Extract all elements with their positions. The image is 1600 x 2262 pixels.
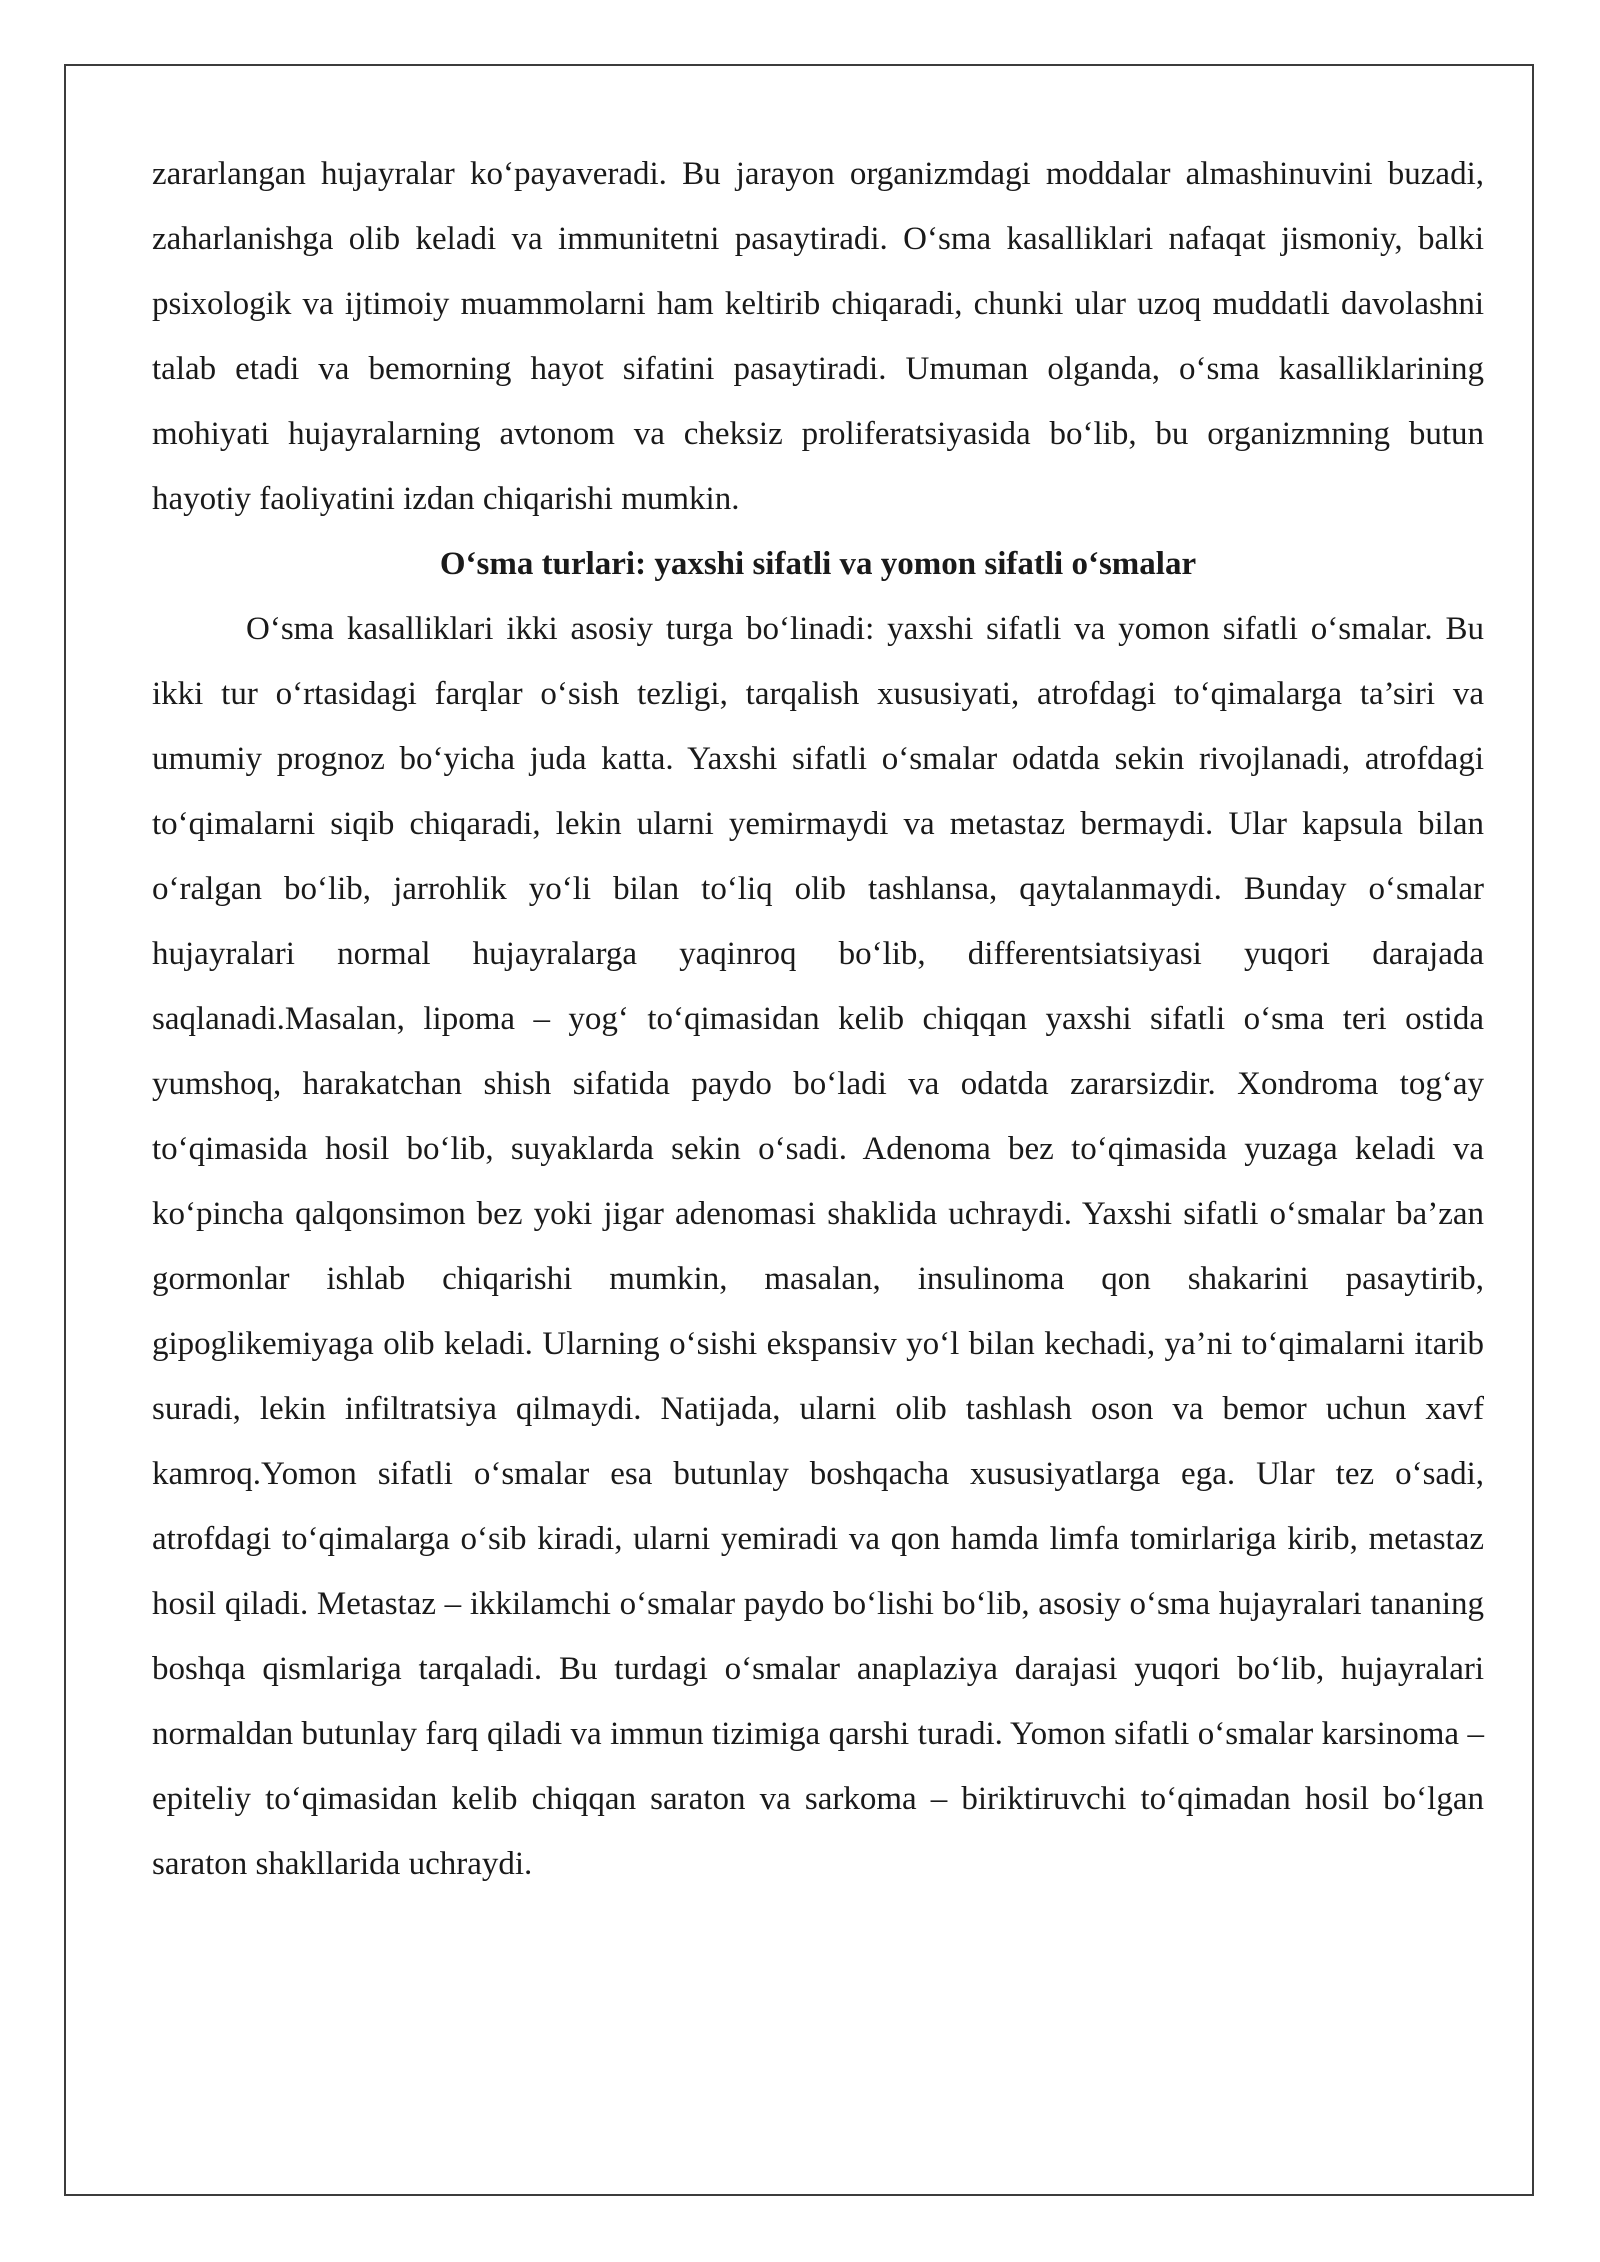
- document-body: [152, 142, 1484, 1897]
- section-heading: O‘sma turlari: yaxshi sifatli va yomon sifatli o‘smalar: [439, 546, 1197, 582]
- paragraph-continuation: zararlangan hujayralar ko‘payaveradi. Bu jarayon organizmdagi moddalar almashinuvini buzadi, zaharlanishga olib keladi va immunitetni pasaytiradi. O‘sma kasalliklari nafaqat jismoniy, balki psixologik va ijtimoiy muammolarni ham keltirib chiqaradi, chunki ular uzoq muddatli davolashni talab etadi va bemorning hayot sifatini pasaytiradi. Umuman olganda, o‘sma kasalliklarining mohiyati hujayralarning avtonom va cheksiz proliferatsiyasida bo‘lib, bu organizmning butun hayotiy faoliyatini izdan chiqarishi mumkin.: [152, 156, 1484, 517]
- paragraph-tumor-types: O‘sma kasalliklari ikki asosiy turga bo‘linadi: yaxshi sifatli va yomon sifatli o‘smalar. Bu ikki tur o‘rtasidagi farqlar o‘sish tezligi, tarqalish xususiyati, atrofdagi to‘qimalarga ta’siri va umumiy prognoz bo‘yicha juda katta. Yaxshi sifatli o‘smalar odatda sekin rivojlanadi, atrofdagi to‘qimalarni siqib chiqaradi, lekin ularni yemirmaydi va metastaz bermaydi. Ular kapsula bilan o‘ralgan bo‘lib, jarrohlik yo‘li bilan to‘liq olib tashlansa, qaytalanmaydi. Bunday o‘smalar hujayralari normal hujayralarga yaqinroq bo‘lib, differentsiatsiyasi yuqori darajada saqlanadi.Masalan, lipoma – yog‘ to‘qimasidan kelib chiqqan yaxshi sifatli o‘sma teri ostida yumshoq, harakatchan shish sifatida paydo bo‘ladi va odatda zararsizdir. Xondroma tog‘ay to‘qimasida hosil bo‘lib, suyaklarda sekin o‘sadi. Adenoma bez to‘qimasida yuzaga keladi va ko‘pincha qalqonsimon bez yoki jigar adenomasi shaklida uchraydi. Yaxshi sifatli o‘smalar ba’zan gormonlar ishlab chiqarishi mumkin, masalan, insulinoma qon shakarini pasaytirib, gipoglikemiyaga olib keladi. Ularning o‘sishi ekspansiv yo‘l bilan kechadi, ya’ni to‘qimalarni itarib suradi, lekin infiltratsiya qilmaydi. Natijada, ularni olib tashlash oson va bemor uchun xavf kamroq.Yomon sifatli o‘smalar esa butunlay boshqacha xususiyatlarga ega. Ular tez o‘sadi, atrofdagi to‘qimalarga o‘sib kiradi, ularni yemiradi va qon hamda limfa tomirlariga kirib, metastaz hosil qiladi. Metastaz – ikkilamchi o‘smalar paydo bo‘lishi bo‘lib, asosiy o‘sma hujayralari tananing boshqa qismlariga tarqaladi. Bu turdagi o‘smalar anaplaziya darajasi yuqori bo‘lib, hujayralari normaldan butunlay farq qiladi va immun tizimiga qarshi turadi. Yomon sifatli o‘smalar karsinoma – epiteliy to‘qimasidan kelib chiqqan saraton va sarkoma – biriktiruvchi to‘qimadan hosil bo‘lgan saraton shakllarida uchraydi.: [152, 611, 1484, 1882]
